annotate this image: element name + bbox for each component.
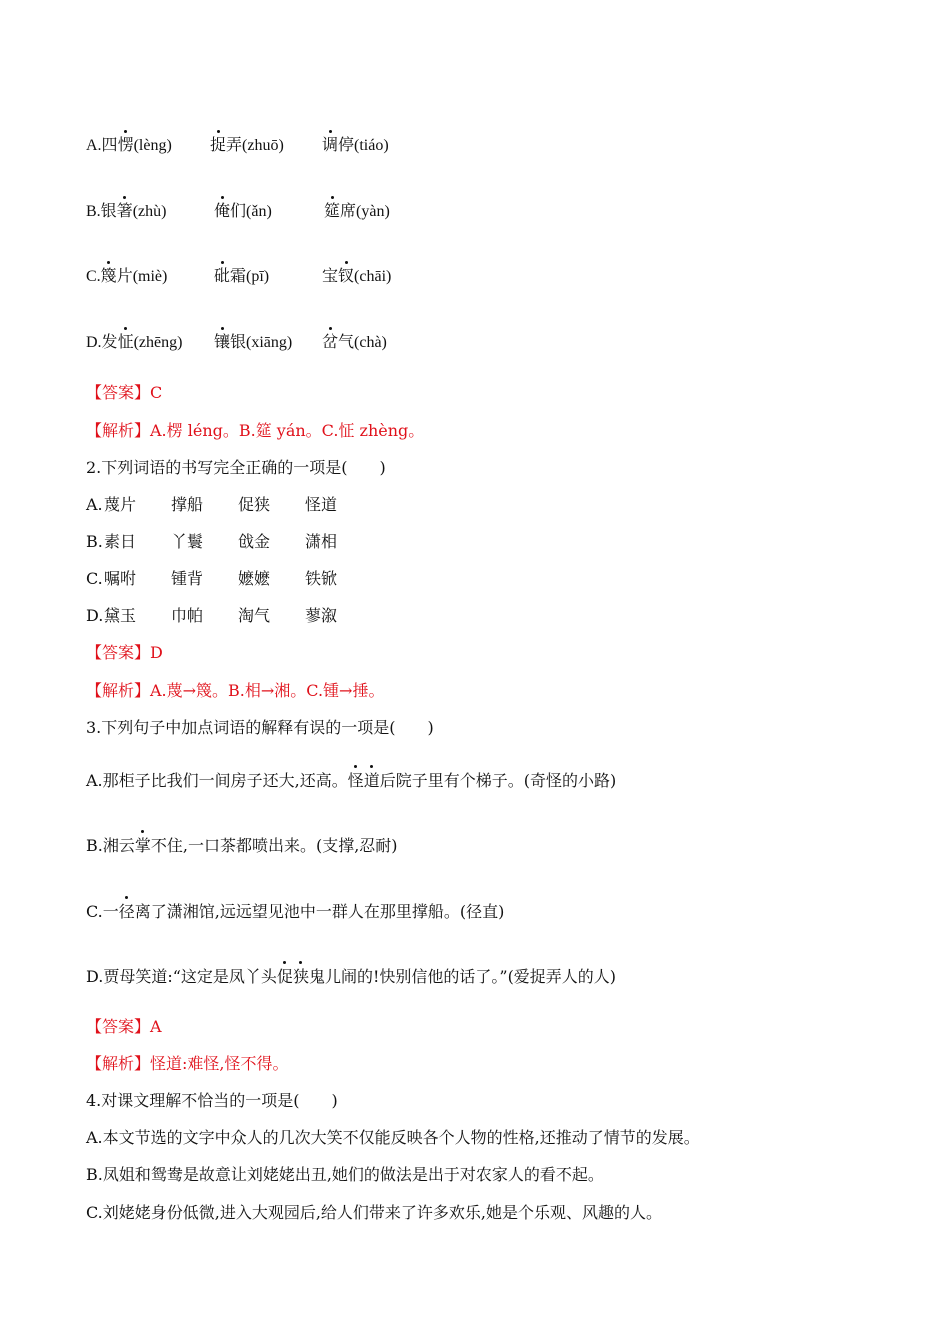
q1-analysis: 【解析】A.楞 léng。B.筵 yán。C.怔 zhèng。 — [86, 421, 425, 440]
word: 锺背 — [171, 569, 204, 588]
dotted-char: 怪 — [347, 771, 364, 790]
dotted-word: 径 — [118, 902, 135, 921]
option-letter: B. — [86, 532, 103, 551]
q3-option-a: A.那柜子比我们一间房子还大,还高。怪道后院子里有个梯子。(奇怪的小路) — [86, 771, 617, 790]
q4-option-b: B.凤姐和鸳鸯是故意让刘姥姥出丑,她们的做法是出于对农家人的看不起。 — [86, 1165, 604, 1184]
pinyin-item: 捉弄(zhuō) — [210, 137, 284, 154]
word: 促狭 — [238, 495, 271, 514]
word: 蔑片 — [104, 495, 137, 514]
dotted-word — [348, 771, 380, 790]
word: 素日 — [104, 532, 137, 551]
q2-answer: 【答案】D — [86, 643, 163, 662]
pinyin-item: 砒霜(pī) — [214, 268, 270, 285]
q3-option-b: B.湘云掌不住,一口茶都喷出来。(支撑,忍耐) — [86, 836, 398, 855]
pinyin-item: 宝钗(chāi) — [322, 268, 392, 285]
q3-option-c: C.一径离了潇湘馆,远远望见池中一群人在那里撑船。(径直) — [86, 902, 505, 921]
q2-question: 2.下列词语的书写完全正确的一项是( ) — [86, 458, 386, 477]
q3-answer: 【答案】A — [86, 1017, 162, 1036]
pinyin-item: C.篾片(miè) — [86, 268, 168, 285]
q1-answer: 【答案】C — [86, 383, 163, 402]
word: 潇相 — [305, 532, 338, 551]
q3-option-d: D.贾母笑道:“这定是凤丫头促狭鬼儿闹的!快别信他的话了。”(爱捉弄人的人) — [86, 967, 617, 986]
dotted-char: 促 — [276, 967, 293, 986]
word: 丫鬟 — [171, 532, 204, 551]
option-letter: D. — [86, 606, 104, 625]
word: 铁锨 — [305, 569, 338, 588]
option-letter: A. — [86, 495, 103, 514]
pinyin-item: 镶银(xiāng) — [214, 334, 293, 351]
pinyin-item: A.四愣(lèng) — [86, 137, 172, 154]
word: 撑船 — [171, 495, 204, 514]
word: 黛玉 — [104, 606, 137, 625]
q4-question: 4.对课文理解不恰当的一项是( ) — [86, 1091, 338, 1110]
word: 淘气 — [238, 606, 271, 625]
q3-analysis: 【解析】怪道:难怪,怪不得。 — [86, 1054, 289, 1073]
word: 嬷嬷 — [238, 569, 271, 588]
dotted-char: 道 — [363, 771, 380, 790]
q4-option-a: A.本文节选的文字中众人的几次大笑不仅能反映各个人物的性格,还推动了情节的发展。 — [86, 1128, 700, 1147]
word: 巾帕 — [171, 606, 204, 625]
dotted-word: 掌 — [134, 836, 151, 855]
option-letter: C. — [86, 569, 103, 588]
q4-option-c: C.刘姥姥身份低微,进入大观园后,给人们带来了许多欢乐,她是个乐观、风趣的人。 — [86, 1203, 663, 1222]
pinyin-item: 岔气(chà) — [322, 334, 387, 351]
word: 怪道 — [305, 495, 338, 514]
q2-analysis: 【解析】A.蔑→篾。B.相→湘。C.锺→捶。 — [86, 681, 385, 700]
dotted-char: 狭 — [292, 967, 309, 986]
pinyin-item: 调停(tiáo) — [322, 137, 389, 154]
pinyin-item: D.发怔(zhēng) — [86, 334, 183, 351]
word: 嘱咐 — [104, 569, 137, 588]
pinyin-item: 俺们(ǎn) — [214, 203, 272, 220]
pinyin-item: 筵席(yàn) — [324, 203, 390, 220]
q3-question: 3.下列句子中加点词语的解释有误的一项是( ) — [86, 718, 434, 737]
dotted-word — [277, 967, 309, 986]
word: 蓼溆 — [305, 606, 338, 625]
word: 戗金 — [238, 532, 271, 551]
pinyin-item: B.银箸(zhù) — [86, 203, 167, 220]
